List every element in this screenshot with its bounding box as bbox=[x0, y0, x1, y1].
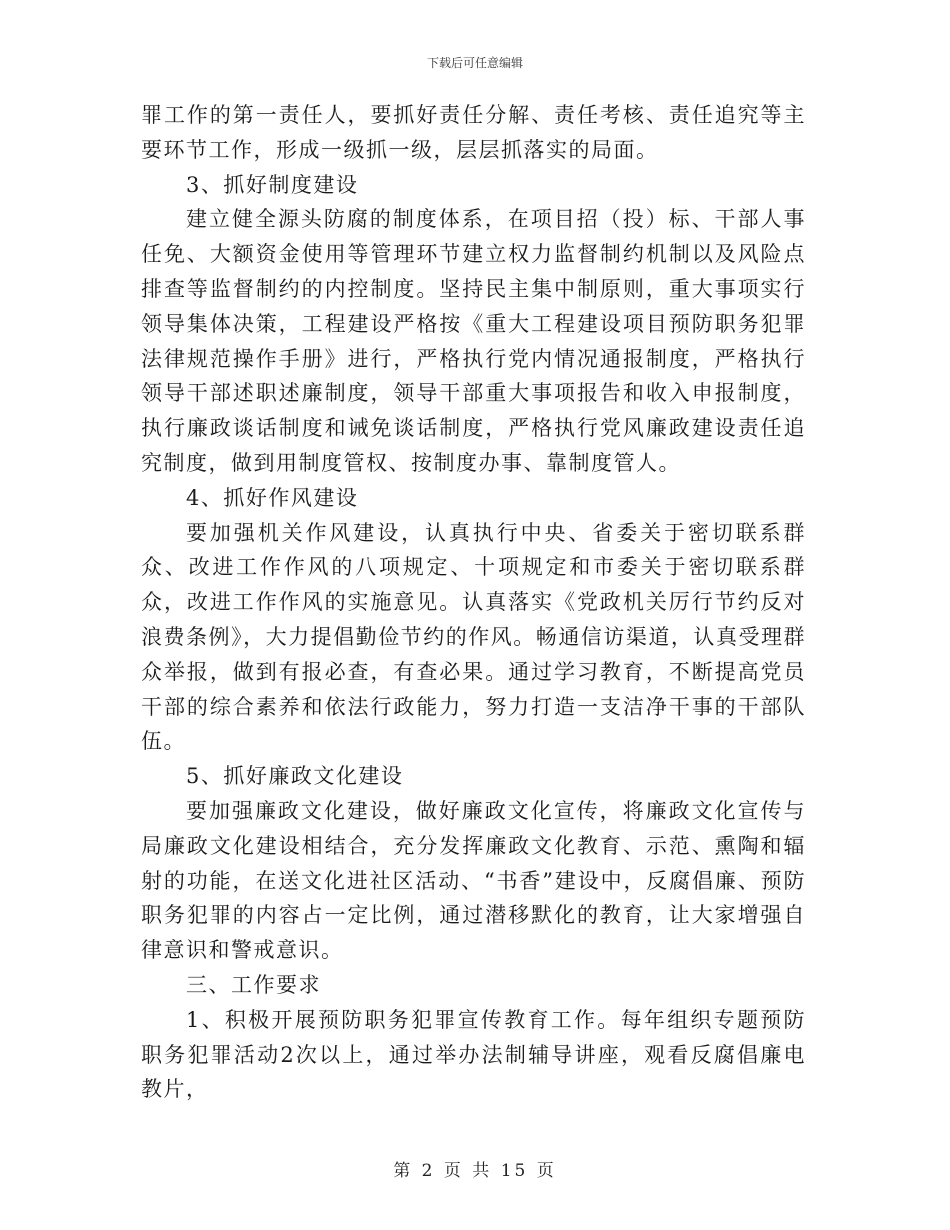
paragraph-culture: 要加强廉政文化建设，做好廉政文化宣传，将廉政文化宣传与局廉政文化建设相结合，充分发挥廉政文化教育、示范、熏陶和辐射的功能，在送文化进社区活动、“书香”建设中，反腐倡廉、预防职务犯罪的内容占一定比例，通过潜移默化的教育，让大家增强自律意识和警戒意识。 bbox=[141, 798, 806, 963]
section-heading-system: 3、抓好制度建设 bbox=[186, 172, 359, 197]
document-body bbox=[141, 98, 806, 1107]
paragraph-continuation: 罪工作的第一责任人，要抓好责任分解、责任考核、责任追究等主要环节工作，形成一级抓一级，层层抓落实的局面。 bbox=[141, 103, 806, 162]
section-heading-style: 4、抓好作风建设 bbox=[186, 485, 359, 510]
section-heading-culture: 5、抓好廉政文化建设 bbox=[186, 764, 404, 789]
page-header: 下载后可任意编辑 bbox=[426, 56, 523, 70]
paragraph-system: 建立健全源头防腐的制度体系，在项目招（投）标、干部人事任免、大额资金使用等管理环节建立权力监督制约机制以及风险点排查等监督制约的内控制度。坚持民主集中制原则，重大事项实行领导集体决策，工程建设严格按《重大工程建设项目预防职务犯罪法律规范操作手册》进行，严格执行党内情况通报制度，严格执行领导干部述职述廉制度，领导干部重大事项报告和收入申报制度，执行廉政谈话制度和诫免谈话制度，严格执行党风廉政建设责任追究制度，做到用制度管权、按制度办事、靠制度管人。 bbox=[141, 207, 806, 475]
paragraph-style: 要加强机关作风建设，认真执行中央、省委关于密切联系群众、改进工作作风的八项规定、十项规定和市委关于密切联系群众，改进工作作风的实施意见。认真落实《党政机关厉行节约反对浪费条例》，大力提倡勤俭节约的作风。畅通信访渠道，认真受理群众举报，做到有报必查，有查必果。通过学习教育，不断提高党员干部的综合素养和依法行政能力，努力打造一支洁净干事的干部队伍。 bbox=[141, 520, 806, 754]
paragraph-requirement-1: 1、积极开展预防职务犯罪宣传教育工作。每年组织专题预防职务犯罪活动2次以上，通过举办法制辅导讲座，观看反腐倡廉电教片， bbox=[141, 1007, 806, 1102]
section-heading-requirements: 三、工作要求 bbox=[186, 972, 321, 997]
page-footer: 第 2 页 共 15 页 bbox=[393, 1161, 557, 1181]
